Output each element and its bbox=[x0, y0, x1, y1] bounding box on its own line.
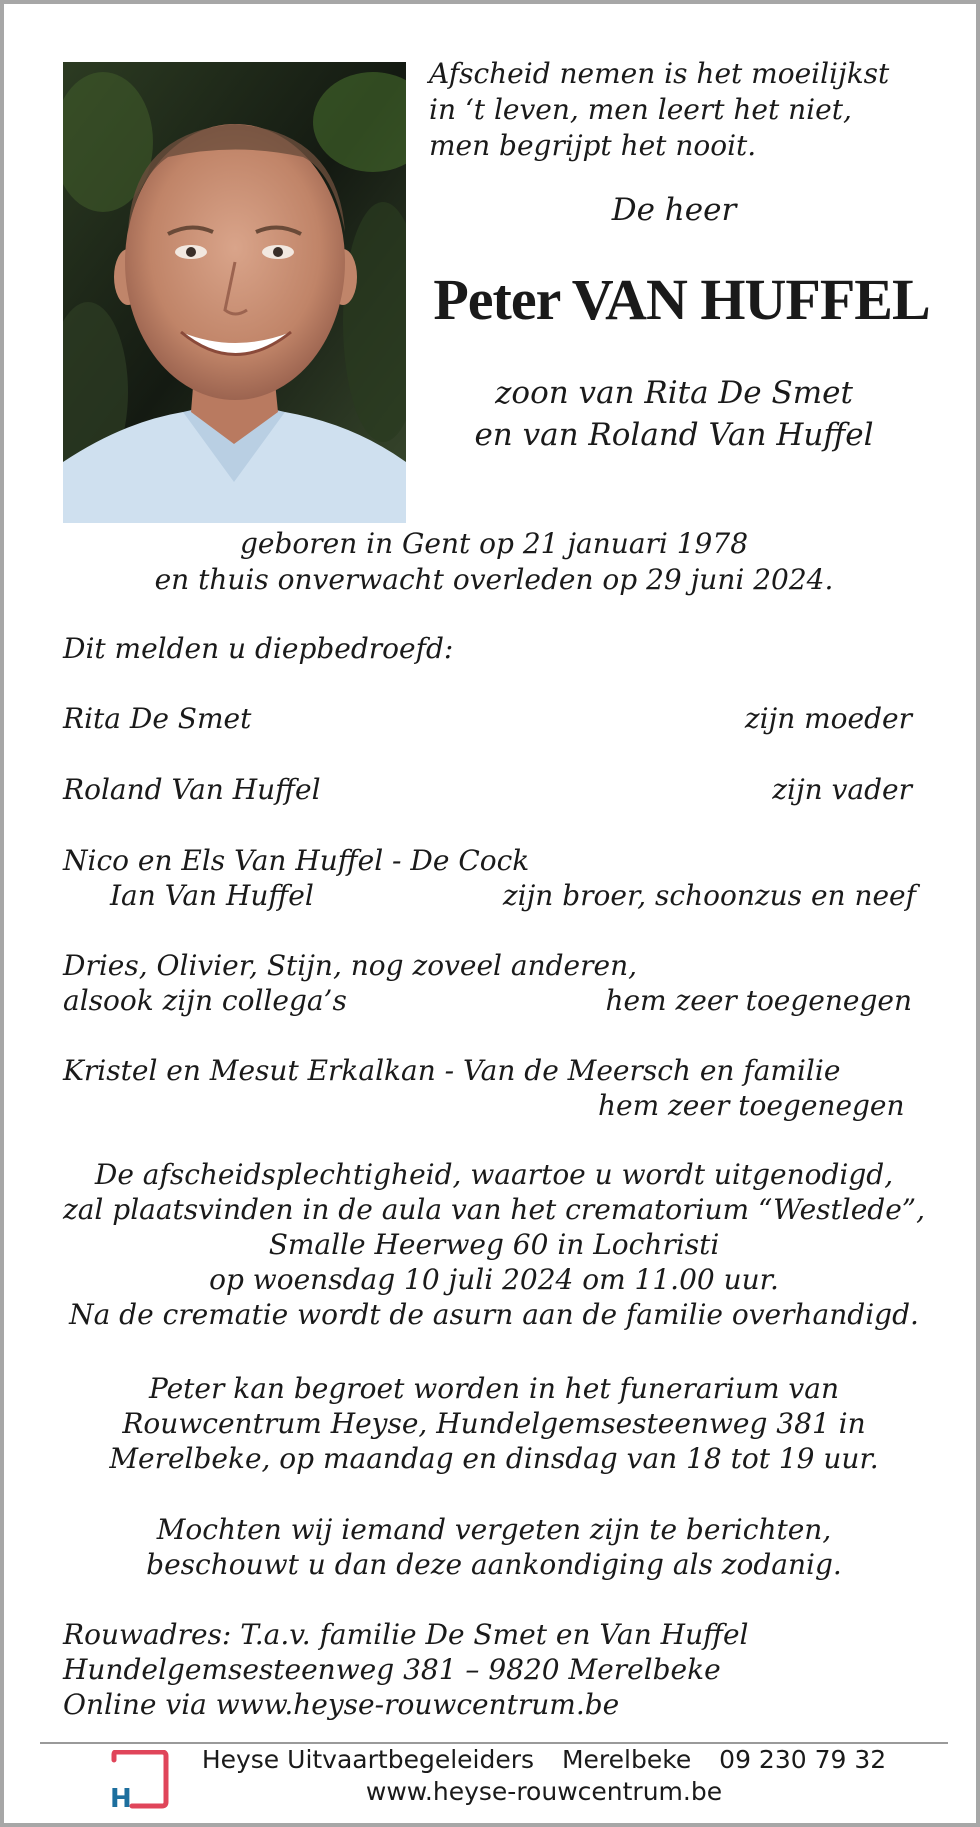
birth-death bbox=[4, 526, 980, 598]
address-line: Hundelgemsesteenweg 381 – 9820 Merelbeke bbox=[63, 1653, 721, 1686]
mourner-name: alsook zijn collega’s bbox=[63, 984, 347, 1017]
footer-contact bbox=[184, 1745, 904, 1774]
logo-letter: H bbox=[110, 1784, 132, 1810]
footer-divider bbox=[40, 1742, 948, 1744]
birth-line: geboren in Gent op 21 januari 1978 bbox=[239, 527, 749, 560]
visitation-line: Merelbeke, op maandag en dinsdag van 18 tot 19 uur. bbox=[109, 1442, 879, 1475]
address-line: Online via www.heyse-rouwcentrum.be bbox=[63, 1688, 620, 1721]
visitation-line: Rouwcentrum Heyse, Hundelgemsesteenweg 381 in bbox=[122, 1407, 866, 1440]
mourner-relation: hem zeer toegenegen bbox=[598, 1089, 905, 1122]
ceremony-info bbox=[4, 1157, 980, 1332]
footer-phone[interactable]: 09 230 79 32 bbox=[719, 1745, 887, 1774]
ceremony-line: De afscheidsplechtigheid, waartoe u wordt uitgenodigd, bbox=[94, 1158, 894, 1191]
mourner-name: Kristel en Mesut Erkalkan - Van de Meersch en familie bbox=[63, 1054, 841, 1087]
mourner-name: Roland Van Huffel bbox=[63, 773, 321, 806]
parents bbox=[424, 372, 924, 456]
visitation-line: Peter kan begroet worden in het funerarium van bbox=[149, 1372, 839, 1405]
ceremony-line: op woensdag 10 juli 2024 om 11.00 uur. bbox=[209, 1263, 779, 1296]
mourner-relation: zijn broer, schoonzus en neef bbox=[502, 879, 916, 912]
forgotten-line: beschouwt u dan deze aankondiging als zodanig. bbox=[146, 1548, 842, 1581]
ceremony-line: Smalle Heerweg 60 in Lochristi bbox=[268, 1228, 720, 1261]
ceremony-line: Na de crematie wordt de asurn aan de familie overhandigd. bbox=[69, 1298, 919, 1331]
parents-line: en van Roland Van Huffel bbox=[474, 417, 874, 453]
mourning-address bbox=[63, 1617, 748, 1722]
forgotten-note bbox=[4, 1512, 980, 1582]
poem-line: men begrijpt het nooit. bbox=[429, 129, 757, 162]
poem-line: in ‘t leven, men leert het niet, bbox=[429, 93, 852, 126]
ceremony-line: zal plaatsvinden in de aula van het crematorium “Westlede”, bbox=[62, 1193, 925, 1226]
poem bbox=[429, 56, 889, 164]
footer-city: Merelbeke bbox=[561, 1745, 692, 1774]
mourner-name: Nico en Els Van Huffel - De Cock bbox=[63, 844, 530, 877]
honorific: De heer bbox=[611, 192, 737, 228]
address-line: Rouwadres: T.a.v. familie De Smet en Van Huffel bbox=[63, 1618, 749, 1651]
portrait-photo bbox=[63, 62, 406, 523]
visitation-info bbox=[4, 1371, 980, 1476]
parents-line: zoon van Rita De Smet bbox=[495, 375, 853, 411]
mourner-name: Rita De Smet bbox=[63, 702, 252, 735]
mourner-name: Ian Van Huffel bbox=[110, 879, 314, 912]
footer-website[interactable]: www.heyse-rouwcentrum.be bbox=[365, 1777, 723, 1806]
deceased-name: Peter VAN HUFFEL bbox=[433, 267, 930, 332]
mourner-relation: hem zeer toegenegen bbox=[605, 984, 912, 1017]
mourner-relation: zijn vader bbox=[772, 773, 912, 806]
footer-company: Heyse Uitvaartbegeleiders bbox=[201, 1745, 535, 1774]
poem-line: Afscheid nemen is het moeilijkst bbox=[429, 57, 890, 90]
forgotten-line: Mochten wij iemand vergeten zijn te berichten, bbox=[156, 1513, 832, 1546]
intro-text: Dit melden u diepbedroefd: bbox=[63, 632, 454, 665]
mourner-name: Dries, Olivier, Stijn, nog zoveel anderen, bbox=[63, 949, 637, 982]
death-line: en thuis onverwacht overleden op 29 juni 2024. bbox=[154, 563, 834, 596]
mourner-relation: zijn moeder bbox=[744, 702, 912, 735]
heyse-logo-icon bbox=[108, 1750, 172, 1810]
